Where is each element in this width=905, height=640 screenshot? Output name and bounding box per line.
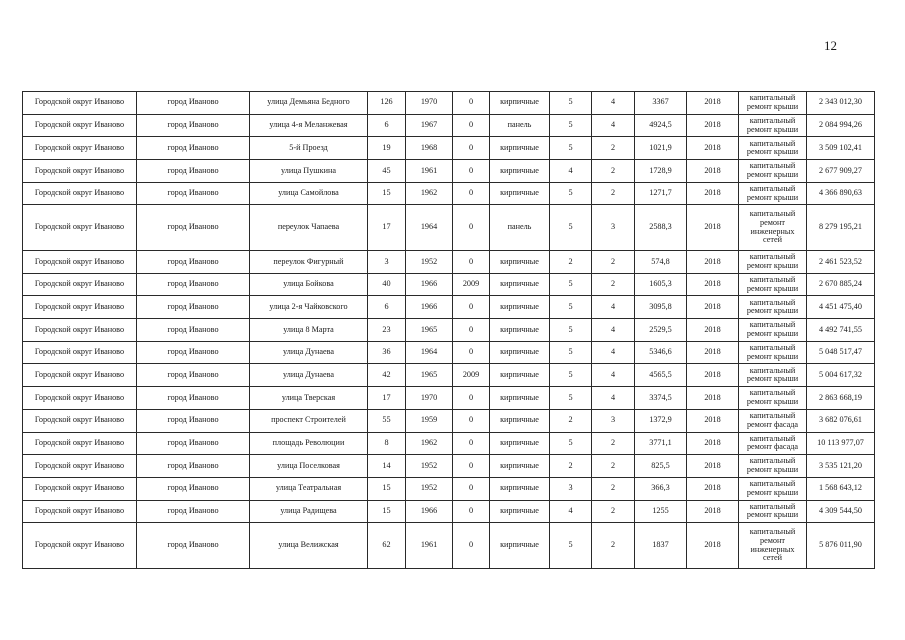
floors-cell: 5 (550, 296, 592, 319)
year-built-cell: 1964 (406, 341, 453, 364)
wall-material-cell: кирпичные (490, 387, 550, 410)
housing-repair-table (22, 91, 875, 569)
year-renovated-cell: 0 (453, 432, 490, 455)
house-number-cell: 14 (368, 455, 406, 478)
repair-year-cell: 2018 (687, 160, 739, 183)
floors-cell: 4 (550, 160, 592, 183)
work-type-cell: капитальный ремонт инженерных сетей (739, 523, 807, 569)
year-renovated-cell: 0 (453, 114, 490, 137)
district-cell: Городской округ Иваново (23, 455, 137, 478)
wall-material-cell: кирпичные (490, 296, 550, 319)
year-renovated-cell: 0 (453, 205, 490, 251)
floors-cell: 5 (550, 364, 592, 387)
year-built-cell: 1952 (406, 477, 453, 500)
entrances-cell: 2 (592, 251, 635, 274)
work-type-cell: капитальный ремонт крыши (739, 387, 807, 410)
entrances-cell: 4 (592, 341, 635, 364)
district-cell: Городской округ Иваново (23, 500, 137, 523)
street-cell: переулок Фигурный (250, 251, 368, 274)
floors-cell: 2 (550, 251, 592, 274)
district-cell: Городской округ Иваново (23, 273, 137, 296)
city-cell: город Иваново (137, 364, 250, 387)
year-built-cell: 1964 (406, 205, 453, 251)
city-cell: город Иваново (137, 92, 250, 115)
cost-cell: 2 461 523,52 (807, 251, 875, 274)
house-number-cell: 6 (368, 296, 406, 319)
cost-cell: 2 343 012,30 (807, 92, 875, 115)
table-row (23, 409, 875, 432)
work-type-cell: капитальный ремонт крыши (739, 319, 807, 342)
work-type-cell: капитальный ремонт крыши (739, 364, 807, 387)
floors-cell: 5 (550, 387, 592, 410)
entrances-cell: 2 (592, 477, 635, 500)
district-cell: Городской округ Иваново (23, 296, 137, 319)
district-cell: Городской округ Иваново (23, 137, 137, 160)
house-number-cell: 36 (368, 341, 406, 364)
floors-cell: 5 (550, 341, 592, 364)
floors-cell: 5 (550, 432, 592, 455)
wall-material-cell: кирпичные (490, 455, 550, 478)
entrances-cell: 2 (592, 160, 635, 183)
year-built-cell: 1962 (406, 182, 453, 205)
district-cell: Городской округ Иваново (23, 182, 137, 205)
area-cell: 366,3 (635, 477, 687, 500)
year-built-cell: 1952 (406, 455, 453, 478)
city-cell: город Иваново (137, 409, 250, 432)
street-cell: улица Дунаева (250, 364, 368, 387)
year-renovated-cell: 0 (453, 92, 490, 115)
street-cell: улица Велижская (250, 523, 368, 569)
wall-material-cell: панель (490, 205, 550, 251)
wall-material-cell: кирпичные (490, 500, 550, 523)
area-cell: 574,8 (635, 251, 687, 274)
area-cell: 1255 (635, 500, 687, 523)
entrances-cell: 4 (592, 364, 635, 387)
year-built-cell: 1965 (406, 319, 453, 342)
work-type-cell: капитальный ремонт крыши (739, 296, 807, 319)
city-cell: город Иваново (137, 182, 250, 205)
city-cell: город Иваново (137, 273, 250, 296)
repair-year-cell: 2018 (687, 296, 739, 319)
district-cell: Городской округ Иваново (23, 409, 137, 432)
work-type-cell: капитальный ремонт крыши (739, 251, 807, 274)
floors-cell: 5 (550, 273, 592, 296)
wall-material-cell: панель (490, 114, 550, 137)
city-cell: город Иваново (137, 455, 250, 478)
entrances-cell: 4 (592, 387, 635, 410)
city-cell: город Иваново (137, 341, 250, 364)
street-cell: 5-й Проезд (250, 137, 368, 160)
entrances-cell: 2 (592, 137, 635, 160)
work-type-cell: капитальный ремонт крыши (739, 477, 807, 500)
work-type-cell: капитальный ремонт крыши (739, 455, 807, 478)
year-built-cell: 1966 (406, 296, 453, 319)
district-cell: Городской округ Иваново (23, 251, 137, 274)
floors-cell: 5 (550, 523, 592, 569)
entrances-cell: 2 (592, 432, 635, 455)
entrances-cell: 2 (592, 455, 635, 478)
year-renovated-cell: 0 (453, 296, 490, 319)
year-renovated-cell: 0 (453, 455, 490, 478)
repair-year-cell: 2018 (687, 137, 739, 160)
area-cell: 2529,5 (635, 319, 687, 342)
table-row (23, 182, 875, 205)
house-number-cell: 62 (368, 523, 406, 569)
entrances-cell: 2 (592, 182, 635, 205)
house-number-cell: 23 (368, 319, 406, 342)
wall-material-cell: кирпичные (490, 432, 550, 455)
year-renovated-cell: 0 (453, 182, 490, 205)
area-cell: 2588,3 (635, 205, 687, 251)
repair-year-cell: 2018 (687, 477, 739, 500)
area-cell: 1271,7 (635, 182, 687, 205)
house-number-cell: 55 (368, 409, 406, 432)
year-built-cell: 1962 (406, 432, 453, 455)
repair-year-cell: 2018 (687, 409, 739, 432)
entrances-cell: 4 (592, 296, 635, 319)
cost-cell: 3 535 121,20 (807, 455, 875, 478)
table-row (23, 137, 875, 160)
cost-cell: 10 113 977,07 (807, 432, 875, 455)
street-cell: улица 4-я Меланжевая (250, 114, 368, 137)
year-renovated-cell: 0 (453, 477, 490, 500)
year-renovated-cell: 0 (453, 341, 490, 364)
house-number-cell: 15 (368, 500, 406, 523)
year-renovated-cell: 0 (453, 160, 490, 183)
city-cell: город Иваново (137, 523, 250, 569)
table-row (23, 273, 875, 296)
area-cell: 1021,9 (635, 137, 687, 160)
year-renovated-cell: 2009 (453, 364, 490, 387)
street-cell: улица Самойлова (250, 182, 368, 205)
area-cell: 4924,5 (635, 114, 687, 137)
work-type-cell: капитальный ремонт крыши (739, 341, 807, 364)
repair-year-cell: 2018 (687, 319, 739, 342)
city-cell: город Иваново (137, 114, 250, 137)
district-cell: Городской округ Иваново (23, 92, 137, 115)
street-cell: проспект Строителей (250, 409, 368, 432)
area-cell: 5346,6 (635, 341, 687, 364)
year-built-cell: 1970 (406, 92, 453, 115)
cost-cell: 4 309 544,50 (807, 500, 875, 523)
floors-cell: 5 (550, 182, 592, 205)
table-row (23, 364, 875, 387)
area-cell: 1837 (635, 523, 687, 569)
entrances-cell: 4 (592, 114, 635, 137)
repair-year-cell: 2018 (687, 455, 739, 478)
entrances-cell: 4 (592, 319, 635, 342)
floors-cell: 5 (550, 319, 592, 342)
year-built-cell: 1967 (406, 114, 453, 137)
house-number-cell: 15 (368, 182, 406, 205)
year-renovated-cell: 0 (453, 137, 490, 160)
table-row (23, 92, 875, 115)
work-type-cell: капитальный ремонт фасада (739, 409, 807, 432)
cost-cell: 5 048 517,47 (807, 341, 875, 364)
table-row (23, 251, 875, 274)
year-built-cell: 1968 (406, 137, 453, 160)
house-number-cell: 15 (368, 477, 406, 500)
floors-cell: 2 (550, 455, 592, 478)
house-number-cell: 17 (368, 387, 406, 410)
wall-material-cell: кирпичные (490, 273, 550, 296)
floors-cell: 3 (550, 477, 592, 500)
floors-cell: 2 (550, 409, 592, 432)
year-built-cell: 1959 (406, 409, 453, 432)
wall-material-cell: кирпичные (490, 92, 550, 115)
house-number-cell: 40 (368, 273, 406, 296)
city-cell: город Иваново (137, 500, 250, 523)
city-cell: город Иваново (137, 477, 250, 500)
cost-cell: 4 451 475,40 (807, 296, 875, 319)
repair-year-cell: 2018 (687, 205, 739, 251)
city-cell: город Иваново (137, 160, 250, 183)
table-row (23, 455, 875, 478)
table-row (23, 296, 875, 319)
house-number-cell: 17 (368, 205, 406, 251)
table-row (23, 477, 875, 500)
entrances-cell: 2 (592, 523, 635, 569)
table-row (23, 387, 875, 410)
cost-cell: 2 677 909,27 (807, 160, 875, 183)
entrances-cell: 3 (592, 409, 635, 432)
district-cell: Городской округ Иваново (23, 387, 137, 410)
street-cell: улица 8 Марта (250, 319, 368, 342)
city-cell: город Иваново (137, 319, 250, 342)
street-cell: улица Тверская (250, 387, 368, 410)
table-row (23, 432, 875, 455)
cost-cell: 2 863 668,19 (807, 387, 875, 410)
work-type-cell: капитальный ремонт крыши (739, 273, 807, 296)
table-body (23, 92, 875, 569)
entrances-cell: 3 (592, 205, 635, 251)
wall-material-cell: кирпичные (490, 523, 550, 569)
district-cell: Городской округ Иваново (23, 114, 137, 137)
year-built-cell: 1961 (406, 160, 453, 183)
street-cell: улица Демьяна Бедного (250, 92, 368, 115)
wall-material-cell: кирпичные (490, 409, 550, 432)
wall-material-cell: кирпичные (490, 364, 550, 387)
year-built-cell: 1965 (406, 364, 453, 387)
cost-cell: 4 492 741,55 (807, 319, 875, 342)
year-built-cell: 1952 (406, 251, 453, 274)
wall-material-cell: кирпичные (490, 341, 550, 364)
cost-cell: 3 509 102,41 (807, 137, 875, 160)
year-renovated-cell: 0 (453, 319, 490, 342)
cost-cell: 4 366 890,63 (807, 182, 875, 205)
city-cell: город Иваново (137, 296, 250, 319)
district-cell: Городской округ Иваново (23, 432, 137, 455)
repair-year-cell: 2018 (687, 251, 739, 274)
table-row (23, 205, 875, 251)
table-row (23, 160, 875, 183)
cost-cell: 2 084 994,26 (807, 114, 875, 137)
year-built-cell: 1966 (406, 500, 453, 523)
floors-cell: 4 (550, 500, 592, 523)
work-type-cell: капитальный ремонт крыши (739, 160, 807, 183)
year-built-cell: 1970 (406, 387, 453, 410)
entrances-cell: 2 (592, 500, 635, 523)
repair-year-cell: 2018 (687, 92, 739, 115)
house-number-cell: 6 (368, 114, 406, 137)
table-row (23, 319, 875, 342)
wall-material-cell: кирпичные (490, 137, 550, 160)
work-type-cell: капитальный ремонт крыши (739, 114, 807, 137)
street-cell: улица 2-я Чайковского (250, 296, 368, 319)
table-row (23, 114, 875, 137)
district-cell: Городской округ Иваново (23, 319, 137, 342)
city-cell: город Иваново (137, 251, 250, 274)
house-number-cell: 45 (368, 160, 406, 183)
cost-cell: 5 004 617,32 (807, 364, 875, 387)
year-renovated-cell: 0 (453, 523, 490, 569)
cost-cell: 8 279 195,21 (807, 205, 875, 251)
year-built-cell: 1961 (406, 523, 453, 569)
area-cell: 3095,8 (635, 296, 687, 319)
house-number-cell: 19 (368, 137, 406, 160)
repair-year-cell: 2018 (687, 364, 739, 387)
floors-cell: 5 (550, 92, 592, 115)
street-cell: площадь Революции (250, 432, 368, 455)
repair-year-cell: 2018 (687, 523, 739, 569)
work-type-cell: капитальный ремонт крыши (739, 500, 807, 523)
repair-year-cell: 2018 (687, 387, 739, 410)
wall-material-cell: кирпичные (490, 477, 550, 500)
table-row (23, 523, 875, 569)
year-renovated-cell: 0 (453, 251, 490, 274)
area-cell: 1605,3 (635, 273, 687, 296)
area-cell: 3367 (635, 92, 687, 115)
floors-cell: 5 (550, 205, 592, 251)
district-cell: Городской округ Иваново (23, 364, 137, 387)
work-type-cell: капитальный ремонт крыши (739, 92, 807, 115)
repair-year-cell: 2018 (687, 273, 739, 296)
street-cell: улица Пушкина (250, 160, 368, 183)
city-cell: город Иваново (137, 387, 250, 410)
table-row (23, 500, 875, 523)
house-number-cell: 8 (368, 432, 406, 455)
area-cell: 1372,9 (635, 409, 687, 432)
year-renovated-cell: 2009 (453, 273, 490, 296)
year-renovated-cell: 0 (453, 500, 490, 523)
area-cell: 3374,5 (635, 387, 687, 410)
city-cell: город Иваново (137, 137, 250, 160)
repair-year-cell: 2018 (687, 341, 739, 364)
city-cell: город Иваново (137, 432, 250, 455)
cost-cell: 5 876 011,90 (807, 523, 875, 569)
street-cell: улица Поселковая (250, 455, 368, 478)
work-type-cell: капитальный ремонт фасада (739, 432, 807, 455)
house-number-cell: 42 (368, 364, 406, 387)
year-built-cell: 1966 (406, 273, 453, 296)
wall-material-cell: кирпичные (490, 182, 550, 205)
area-cell: 1728,9 (635, 160, 687, 183)
floors-cell: 5 (550, 137, 592, 160)
street-cell: улица Дунаева (250, 341, 368, 364)
cost-cell: 1 568 643,12 (807, 477, 875, 500)
floors-cell: 5 (550, 114, 592, 137)
repair-year-cell: 2018 (687, 432, 739, 455)
cost-cell: 2 670 885,24 (807, 273, 875, 296)
street-cell: улица Театральная (250, 477, 368, 500)
district-cell: Городской округ Иваново (23, 341, 137, 364)
house-number-cell: 3 (368, 251, 406, 274)
page-number: 12 (824, 38, 837, 53)
year-renovated-cell: 0 (453, 409, 490, 432)
district-cell: Городской округ Иваново (23, 160, 137, 183)
area-cell: 4565,5 (635, 364, 687, 387)
district-cell: Городской округ Иваново (23, 477, 137, 500)
table-row (23, 341, 875, 364)
entrances-cell: 2 (592, 273, 635, 296)
work-type-cell: капитальный ремонт крыши (739, 182, 807, 205)
wall-material-cell: кирпичные (490, 251, 550, 274)
wall-material-cell: кирпичные (490, 319, 550, 342)
work-type-cell: капитальный ремонт крыши (739, 137, 807, 160)
cost-cell: 3 682 076,61 (807, 409, 875, 432)
repair-year-cell: 2018 (687, 182, 739, 205)
wall-material-cell: кирпичные (490, 160, 550, 183)
entrances-cell: 4 (592, 92, 635, 115)
street-cell: улица Радищева (250, 500, 368, 523)
street-cell: переулок Чапаева (250, 205, 368, 251)
area-cell: 3771,1 (635, 432, 687, 455)
year-renovated-cell: 0 (453, 387, 490, 410)
house-number-cell: 126 (368, 92, 406, 115)
district-cell: Городской округ Иваново (23, 523, 137, 569)
area-cell: 825,5 (635, 455, 687, 478)
district-cell: Городской округ Иваново (23, 205, 137, 251)
repair-year-cell: 2018 (687, 500, 739, 523)
city-cell: город Иваново (137, 205, 250, 251)
street-cell: улица Бойкова (250, 273, 368, 296)
work-type-cell: капитальный ремонт инженерных сетей (739, 205, 807, 251)
repair-year-cell: 2018 (687, 114, 739, 137)
